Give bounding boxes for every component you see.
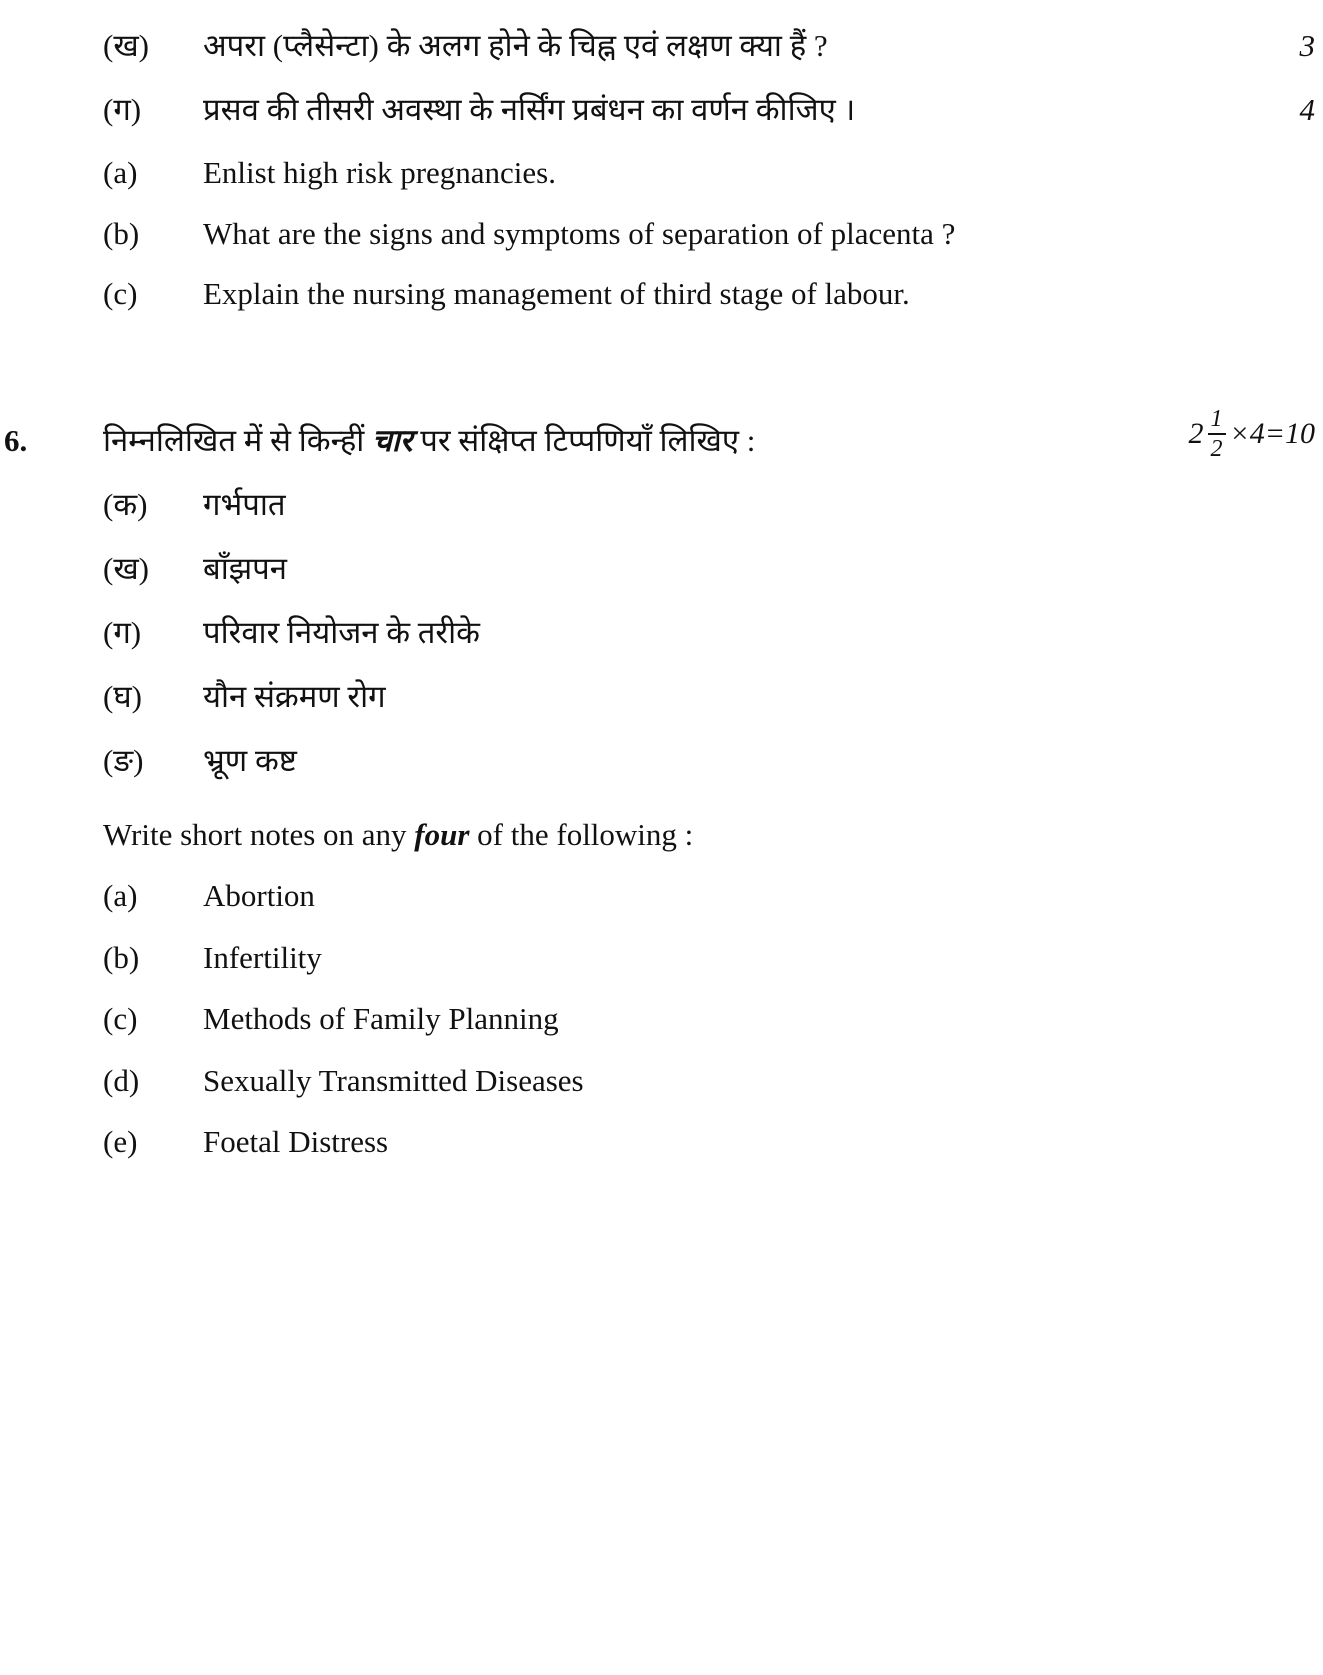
english-prompt — [0, 815, 1323, 855]
prompt-text: पर संक्षिप्त टिप्पणियाँ लिखिए : — [412, 423, 756, 458]
item-label: (a) — [103, 155, 138, 190]
item-text: परिवार नियोजन के तरीके — [203, 615, 480, 650]
hindi-item — [0, 613, 1323, 653]
english-item — [0, 1061, 1323, 1101]
item-text: गर्भपात — [203, 487, 286, 522]
item-text: भ्रूण कष्ट — [203, 743, 297, 778]
item-text: Methods of Family Planning — [203, 1001, 559, 1036]
item-label: (b) — [103, 216, 140, 251]
english-item — [0, 153, 1323, 193]
item-label: (ङ) — [103, 743, 144, 778]
prompt-text: निम्नलिखित में से किन्हीं — [103, 423, 373, 458]
item-text: Infertility — [203, 940, 322, 975]
item-marks: 4 — [1299, 92, 1315, 127]
hindi-item — [0, 741, 1323, 781]
item-label: (c) — [103, 1001, 138, 1036]
hindi-prompt — [103, 421, 755, 461]
fraction-numerator: 1 — [1208, 405, 1226, 435]
hindi-item — [0, 26, 1323, 66]
marks-fraction — [1208, 405, 1226, 463]
item-label: (e) — [103, 1124, 138, 1159]
item-label: (b) — [103, 940, 140, 975]
english-item — [0, 214, 1323, 254]
item-label: (घ) — [103, 679, 142, 714]
item-text: बाँझपन — [203, 551, 287, 586]
item-label: (ख) — [103, 551, 150, 586]
item-label: (a) — [103, 878, 138, 913]
item-label: (क) — [103, 487, 148, 522]
item-text: Enlist high risk pregnancies. — [203, 155, 556, 190]
english-item — [0, 274, 1323, 314]
item-label: (c) — [103, 276, 138, 311]
item-text: Abortion — [203, 878, 315, 913]
english-item — [0, 999, 1323, 1039]
item-text: Sexually Transmitted Diseases — [203, 1063, 584, 1098]
item-label: (d) — [103, 1063, 140, 1098]
item-text: What are the signs and symptoms of separation of placenta ? — [203, 216, 956, 251]
item-label: (ग) — [103, 615, 142, 650]
question-marks — [1189, 405, 1316, 463]
prompt-text: of the following : — [469, 817, 694, 852]
english-item — [0, 1122, 1323, 1162]
item-text: Foetal Distress — [203, 1124, 389, 1159]
english-prompt-text — [103, 815, 693, 855]
hindi-item — [0, 90, 1323, 130]
english-item — [0, 876, 1323, 916]
marks-whole: 2 — [1188, 417, 1204, 450]
fraction-denominator: 2 — [1210, 436, 1223, 462]
prompt-emphasis: four — [414, 817, 470, 852]
hindi-item — [0, 549, 1323, 589]
hindi-item — [0, 677, 1323, 717]
hindi-item — [0, 485, 1323, 525]
english-item — [0, 938, 1323, 978]
item-text: अपरा (प्लैसेन्टा) के अलग होने के चिह्न एवं लक्षण क्या हैं ? — [203, 28, 828, 63]
item-marks: 3 — [1299, 28, 1315, 63]
item-label: (ख) — [103, 28, 150, 63]
item-label: (ग) — [103, 92, 142, 127]
item-text: Explain the nursing management of third stage of labour. — [203, 276, 910, 311]
prompt-text: Write short notes on any — [103, 817, 415, 852]
item-text: प्रसव की तीसरी अवस्था के नर्सिंग प्रबंधन का वर्णन कीजिए । — [203, 92, 856, 127]
marks-rest: ×4=10 — [1229, 417, 1315, 450]
prompt-emphasis: चार — [372, 423, 413, 458]
question-number: 6. — [4, 423, 28, 458]
question-header — [0, 406, 1323, 462]
item-text: यौन संक्रमण रोग — [203, 679, 386, 714]
